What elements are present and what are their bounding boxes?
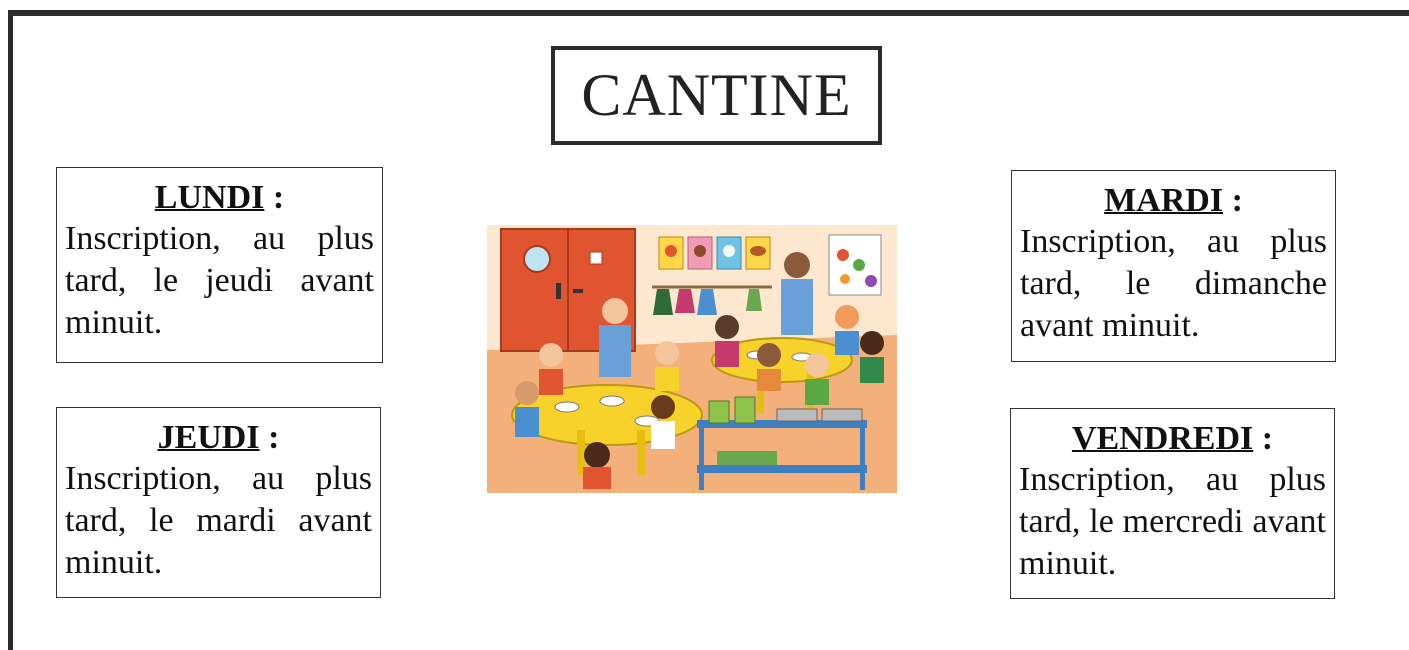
day-card-vendredi [1010,408,1335,599]
canteen-illustration [487,225,897,493]
day-name: MARDI [1104,182,1224,219]
child-figure [651,395,675,449]
child-figure [805,353,829,405]
day-deadline-text: Inscription, au plus tard, le mardi avant minuit. [65,460,372,581]
day-separator: : [1223,182,1243,219]
page-title: CANTINE [551,46,882,145]
staff-figure [599,298,631,377]
day-heading [65,178,374,218]
day-name: JEUDI [157,419,260,456]
day-card-jeudi [56,407,381,598]
day-card-lundi [56,167,383,363]
food-tray-icon [822,409,862,421]
day-separator: : [259,419,280,456]
pitcher-icon [709,401,729,423]
day-card-mardi [1011,170,1336,362]
day-name: VENDREDI [1071,420,1254,457]
day-deadline-text: Inscription, au plus tard, le dimanche avant minuit. [1020,223,1327,344]
child-figure [860,331,884,383]
child-figure [515,381,539,437]
bread-basket-icon [717,451,777,465]
day-heading [65,418,372,458]
day-separator: : [1253,420,1274,457]
child-figure [715,315,739,367]
day-name: LUNDI [154,179,265,216]
pitcher-icon [735,397,755,423]
day-heading [1020,181,1327,221]
day-separator: : [264,179,285,216]
food-tray-icon [777,409,817,421]
day-heading [1019,419,1326,459]
staff-figure [781,252,813,335]
day-deadline-text: Inscription, au plus tard, le jeudi avant minuit. [65,220,374,341]
door-window-icon [524,246,550,272]
day-deadline-text: Inscription, au plus tard, le mercredi avant minuit. [1019,461,1326,582]
child-figure [539,343,563,395]
